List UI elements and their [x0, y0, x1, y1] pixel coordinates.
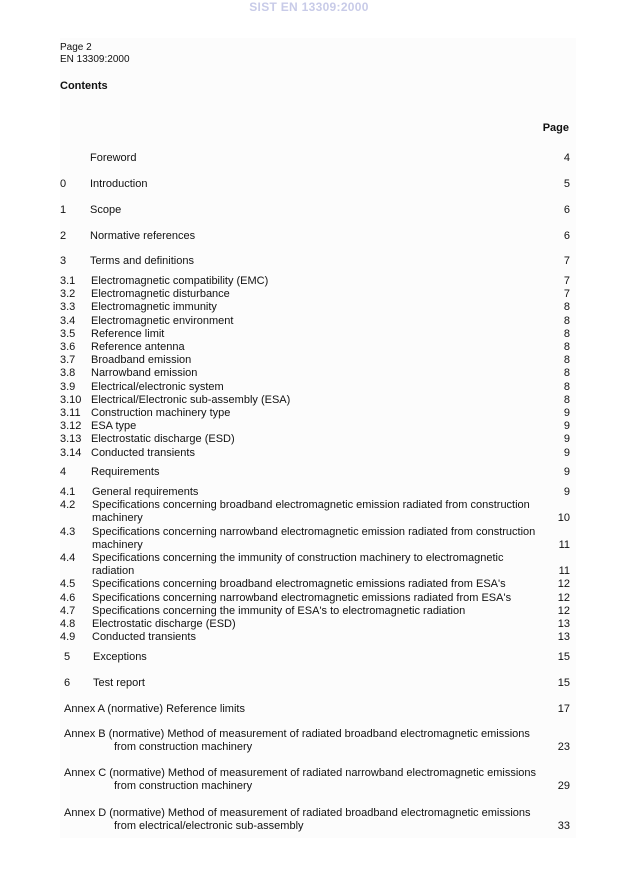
annex-title-continued: from construction machinery [114, 780, 253, 792]
toc-title: Exceptions [93, 651, 147, 663]
toc-page: 23 [557, 741, 570, 753]
toc-title: Reference antenna [91, 341, 185, 353]
toc-number: 4 [60, 466, 67, 478]
toc-number: 4.3 [60, 526, 76, 538]
toc-number: 3 [60, 255, 67, 267]
toc-page: 8 [563, 328, 570, 340]
toc-subentry[interactable] [60, 526, 570, 552]
toc-title: Narrowband emission [91, 367, 198, 379]
toc-annex-d[interactable] [64, 807, 570, 833]
toc-number: 5 [64, 651, 71, 663]
toc-number: 4.4 [60, 552, 76, 564]
annex-title: Annex D (normative) Method of measurement of radiated broadband electromagnetic emissions [64, 807, 531, 819]
page-number: Page 2 [60, 42, 92, 53]
toc-number: 4.6 [60, 592, 76, 604]
toc-page: 4 [563, 152, 570, 164]
toc-title: Introduction [90, 178, 148, 190]
toc-number: 4.5 [60, 578, 76, 590]
annex-title: Annex A (normative) Reference limits [64, 703, 245, 715]
toc-number: 3.11 [60, 407, 81, 419]
toc-title: Requirements [91, 466, 160, 478]
toc-number: 4.8 [60, 618, 76, 630]
toc-page: 7 [563, 255, 570, 267]
toc-annex-a[interactable] [64, 703, 570, 716]
toc-number: 3.8 [60, 367, 76, 379]
toc-title: Electromagnetic disturbance [91, 288, 230, 300]
toc-title: Specifications concerning narrowband electromagnetic emission radiated from construction machinery [92, 526, 536, 551]
toc-number: 6 [64, 677, 71, 689]
toc-number: 3.6 [60, 341, 76, 353]
toc-number: 1 [60, 204, 67, 216]
toc-page: 33 [557, 820, 570, 832]
toc-number: 3.4 [60, 315, 76, 327]
toc-title: Electromagnetic immunity [91, 301, 217, 313]
toc-title: Reference limit [91, 328, 165, 340]
annex-title: Annex C (normative) Method of measurement of radiated narrowband electromagnetic emissions [64, 767, 537, 779]
toc-subentry[interactable] [60, 552, 570, 578]
toc-number: 3.10 [60, 394, 82, 406]
toc-title: Conducted transients [92, 631, 196, 643]
toc-page: 8 [563, 301, 570, 313]
toc-page: 12 [557, 578, 570, 590]
page-column-label: Page [542, 122, 569, 134]
toc-title: ESA type [91, 420, 137, 432]
toc-number: 2 [60, 230, 67, 242]
toc-title: Electrical/electronic system [91, 381, 224, 393]
toc-page: 15 [557, 651, 570, 663]
toc-page: 15 [557, 677, 570, 689]
toc-number: 3.2 [60, 288, 76, 300]
toc-number: 3.13 [60, 433, 82, 445]
toc-number: 4.2 [60, 499, 76, 511]
toc-title: Foreword [90, 152, 137, 164]
toc-page: 9 [563, 433, 570, 445]
annex-title-continued: from construction machinery [114, 741, 253, 753]
standard-id: EN 13309:2000 [60, 54, 130, 65]
toc-page: 8 [563, 315, 570, 327]
toc-number: 3.7 [60, 354, 76, 366]
toc-page: 12 [557, 605, 570, 617]
toc-page: 17 [557, 703, 570, 715]
toc-number: 0 [60, 178, 67, 190]
toc-page: 9 [563, 447, 570, 459]
toc-title: Specifications concerning narrowband electromagnetic emissions radiated from ESA's [92, 592, 512, 604]
toc-number: 3.14 [60, 447, 82, 459]
toc-page: 29 [557, 780, 570, 792]
toc-page: 12 [557, 592, 570, 604]
toc-page: 8 [563, 394, 570, 406]
toc-title: Specifications concerning the immunity of ESA's to electromagnetic radiation [92, 605, 466, 617]
toc-title: Specifications concerning the immunity of construction machinery to electromagnetic radiation [92, 552, 504, 577]
toc-page: 9 [563, 420, 570, 432]
toc-page: 9 [563, 486, 570, 498]
toc-number: 4.1 [60, 486, 76, 498]
toc-title: Test report [93, 677, 145, 689]
toc-page: 8 [563, 367, 570, 379]
toc-title: Electrical/Electronic sub-assembly (ESA) [91, 394, 291, 406]
toc-title: Conducted transients [91, 447, 195, 459]
contents-heading: Contents [60, 80, 108, 92]
toc-title: Electrostatic discharge (ESD) [91, 433, 235, 445]
toc-annex-c[interactable] [64, 767, 570, 793]
toc-number: 4.7 [60, 605, 76, 617]
toc-page: 7 [563, 275, 570, 287]
toc-title: Terms and definitions [90, 255, 194, 267]
toc-page: 13 [557, 618, 570, 630]
toc-title: Normative references [90, 230, 196, 242]
toc-number: 3.12 [60, 420, 82, 432]
toc-page: 11 [558, 565, 570, 577]
toc-title: Specifications concerning broadband electromagnetic emission radiated from construction machinery [92, 499, 530, 524]
toc-number: 3.9 [60, 381, 76, 393]
watermark: SIST EN 13309:2000 [249, 0, 369, 14]
toc-page: 11 [558, 539, 570, 551]
toc-title: Specifications concerning broadband electromagnetic emissions radiated from ESA's [92, 578, 506, 590]
toc-page: 13 [557, 631, 570, 643]
toc-title: Electromagnetic compatibility (EMC) [91, 275, 269, 287]
toc-page: 6 [563, 204, 570, 216]
toc-page: 8 [563, 354, 570, 366]
toc-title: Scope [90, 204, 122, 216]
toc-annex-b[interactable] [64, 728, 570, 754]
toc-page: 8 [563, 341, 570, 353]
toc-page: 9 [563, 466, 570, 478]
annex-title: Annex B (normative) Method of measurement of radiated broadband electromagnetic emissions [64, 728, 530, 740]
toc-page: 9 [563, 407, 570, 419]
toc-number: 4.9 [60, 631, 76, 643]
toc-subentry[interactable] [60, 499, 570, 525]
toc-page: 10 [557, 512, 570, 524]
toc-page: 5 [563, 178, 570, 190]
toc-number: 3.5 [60, 328, 76, 340]
toc-number: 3.1 [60, 275, 76, 287]
toc-number: 3.3 [60, 301, 76, 313]
toc-page: 6 [563, 230, 570, 242]
toc-title: Electrostatic discharge (ESD) [92, 618, 236, 630]
toc-title: Electromagnetic environment [91, 315, 234, 327]
toc-title: General requirements [92, 486, 199, 498]
toc-title: Broadband emission [91, 354, 192, 366]
toc-title: Construction machinery type [91, 407, 231, 419]
annex-title-continued: from electrical/electronic sub-assembly [114, 820, 304, 832]
toc-page: 8 [563, 381, 570, 393]
toc-page: 7 [563, 288, 570, 300]
